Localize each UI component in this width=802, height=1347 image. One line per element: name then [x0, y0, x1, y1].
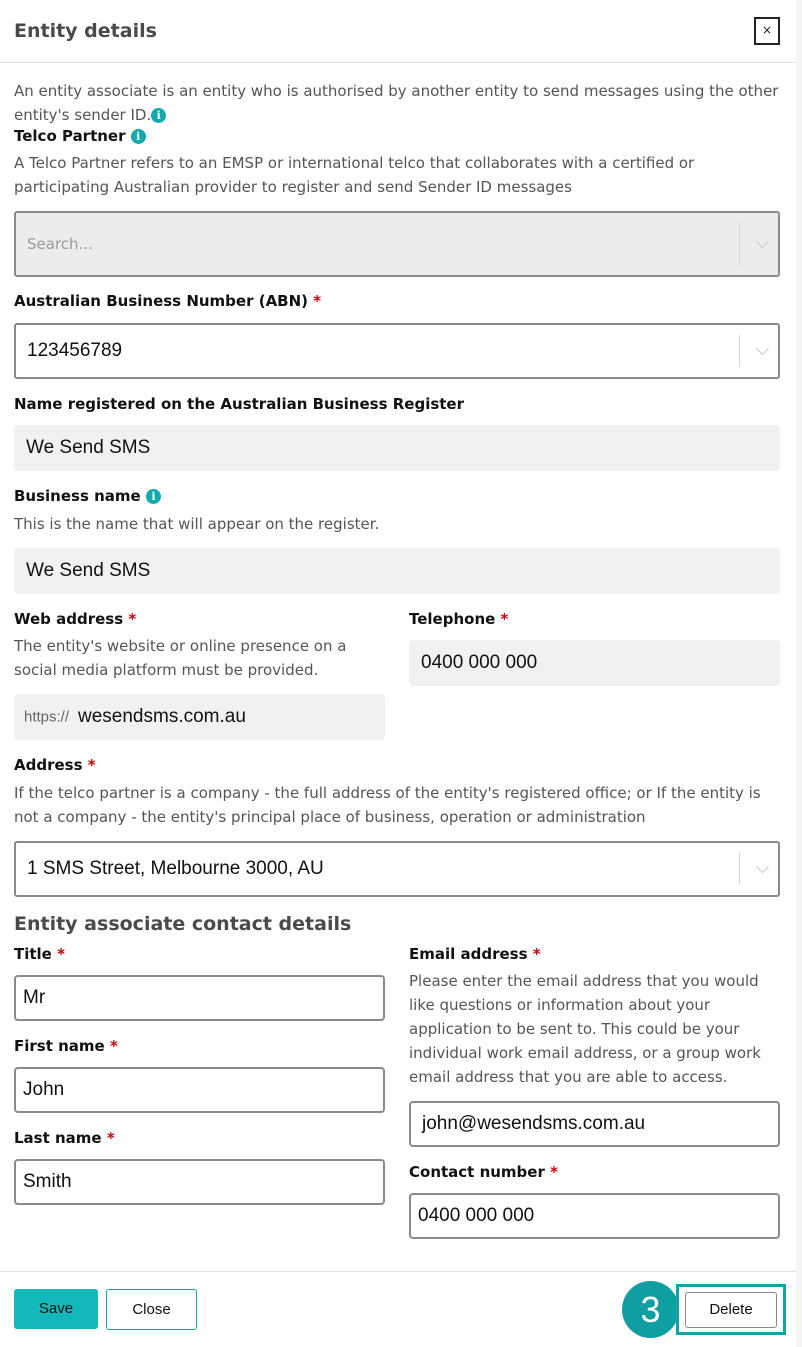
email-desc-line3: application to be sent to. This could be your — [409, 1020, 740, 1038]
title-input[interactable] — [14, 975, 385, 1021]
web-address-desc-line2: social media platform must be provided. — [14, 661, 319, 679]
telco-partner-desc-line1: A Telco Partner refers to an EMSP or international telco that collaborates with a certified or — [14, 154, 695, 172]
contact-number-value: 0400 000 000 — [418, 1205, 535, 1226]
required-marker: * — [550, 1163, 558, 1181]
abr-name-field — [14, 425, 780, 471]
abr-name-value: We Send SMS — [26, 437, 151, 458]
telephone-value: 0400 000 000 — [421, 652, 538, 673]
step-badge: 3 — [622, 1281, 679, 1338]
title-label: Title — [14, 945, 52, 963]
delete-highlight — [676, 1284, 786, 1335]
telco-partner-desc-line2: participating Australian provider to register and send Sender ID messages — [14, 178, 572, 196]
required-marker: * — [57, 945, 65, 963]
chevron-down-icon[interactable] — [756, 342, 769, 355]
address-desc-line2: not a company - the entity's principal place of business, operation or administration — [14, 808, 646, 826]
chevron-down-icon[interactable] — [756, 235, 769, 248]
first-name-label: First name — [14, 1037, 105, 1055]
address-desc-line1: If the telco partner is a company - the full address of the entity's registered office; or If the entity is — [14, 784, 761, 802]
required-marker: * — [109, 1037, 118, 1055]
abn-label: Australian Business Number (ABN) — [14, 292, 309, 310]
telephone-label: Telephone — [409, 610, 496, 628]
web-address-value: wesendsms.com.au — [78, 706, 246, 727]
business-name-label-wrap — [14, 487, 161, 505]
close-icon[interactable]: × — [754, 17, 780, 45]
required-marker: * — [106, 1129, 115, 1147]
web-address-label-wrap — [14, 610, 136, 628]
save-button[interactable]: Save — [14, 1289, 98, 1329]
abr-name-label: Name registered on the Australian Business Register — [14, 395, 464, 413]
business-name-label: Business name — [14, 487, 141, 505]
last-name-input[interactable] — [14, 1159, 385, 1205]
email-desc-line2: like questions or information about your — [409, 996, 711, 1014]
telco-partner-search-select[interactable] — [14, 211, 780, 277]
abn-label-wrap — [14, 292, 321, 310]
address-select[interactable] — [14, 841, 780, 897]
last-name-label: Last name — [14, 1129, 102, 1147]
abn-value: 123456789 — [27, 340, 123, 361]
contact-number-label-wrap — [409, 1163, 558, 1181]
required-marker: * — [313, 292, 322, 310]
modal-title: Entity details — [14, 20, 157, 42]
business-name-desc: This is the name that will appear on the register. — [14, 515, 380, 533]
intro-text-line1: An entity associate is an entity who is authorised by another entity to send messages using the other — [14, 82, 779, 100]
first-name-input[interactable] — [14, 1067, 385, 1113]
email-label-wrap — [409, 945, 541, 963]
telephone-label-wrap — [409, 610, 508, 628]
info-icon[interactable]: i — [151, 108, 166, 123]
select-separator — [739, 335, 740, 367]
email-desc-line4: individual work email address, or a group work — [409, 1044, 761, 1062]
intro-text-line2-wrap — [14, 103, 166, 127]
intro-text-line2: entity's sender ID. — [14, 106, 152, 124]
web-address-label: Web address — [14, 610, 124, 628]
business-name-value: We Send SMS — [26, 560, 151, 581]
email-label: Email address — [409, 945, 528, 963]
select-separator — [739, 223, 740, 265]
web-address-desc-line1: The entity's website or online presence on a — [14, 637, 347, 655]
contact-number-label: Contact number — [409, 1163, 545, 1181]
address-value: 1 SMS Street, Melbourne 3000, AU — [27, 858, 324, 879]
close-button[interactable]: Close — [106, 1289, 197, 1330]
info-icon[interactable]: i — [131, 129, 146, 144]
address-label: Address — [14, 756, 83, 774]
title-label-wrap — [14, 945, 65, 963]
contact-section-title: Entity associate contact details — [14, 913, 352, 935]
first-name-value: John — [23, 1079, 65, 1100]
last-name-value: Smith — [23, 1171, 72, 1192]
chevron-down-icon[interactable] — [756, 860, 769, 873]
title-value: Mr — [23, 987, 46, 1008]
email-value: john@wesendsms.com.au — [422, 1113, 646, 1134]
email-desc-line1: Please enter the email address that you would — [409, 972, 759, 990]
telco-partner-label-wrap — [14, 127, 146, 145]
contact-number-input[interactable] — [409, 1193, 780, 1239]
required-marker: * — [532, 945, 541, 963]
search-placeholder: Search... — [27, 235, 93, 253]
last-name-label-wrap — [14, 1129, 115, 1147]
info-icon[interactable]: i — [146, 489, 161, 504]
select-separator — [739, 853, 740, 885]
web-address-prefix: https:// — [24, 708, 70, 726]
required-marker: * — [500, 610, 509, 628]
address-label-wrap — [14, 756, 96, 774]
web-address-field — [14, 694, 385, 740]
telco-partner-label: Telco Partner — [14, 127, 126, 145]
modal-header — [0, 0, 796, 63]
modal-footer — [0, 1271, 796, 1347]
required-marker: * — [87, 756, 96, 774]
email-input[interactable] — [409, 1101, 780, 1147]
first-name-label-wrap — [14, 1037, 118, 1055]
required-marker: * — [128, 610, 137, 628]
abn-select[interactable] — [14, 323, 780, 379]
email-desc-line5: email address that you are able to access. — [409, 1068, 728, 1086]
telephone-field — [409, 640, 780, 686]
delete-button[interactable]: Delete — [685, 1292, 777, 1328]
scrollbar[interactable] — [796, 0, 802, 1347]
business-name-field — [14, 548, 780, 594]
